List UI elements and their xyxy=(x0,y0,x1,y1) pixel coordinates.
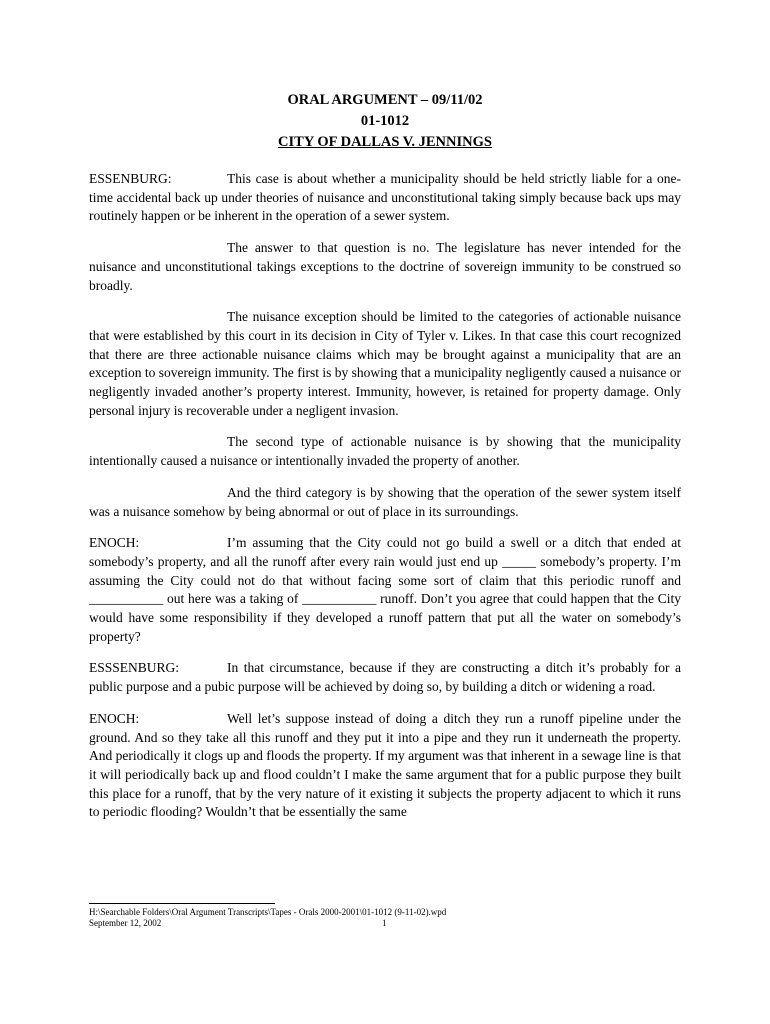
paragraph-esssenburg-1 xyxy=(89,659,681,696)
paragraph-text: And the third category is by showing that the operation of the sewer system itself was a nuisance somehow by being abnormal or out of place in its surroundings. xyxy=(89,484,681,519)
footer-row xyxy=(89,918,681,929)
paragraph-essenburg-5 xyxy=(89,484,681,521)
title-line-2: 01-1012 xyxy=(360,113,410,129)
paragraph-text: In that circumstance, because if they are constructing a ditch it’s probably for a public purpose and a pubic purpose will be achieved by doing so, by building a ditch or widening a road. xyxy=(89,660,681,695)
document-title xyxy=(89,90,681,153)
paragraph-essenburg-1 xyxy=(89,170,681,226)
footer-date: September 12, 2002 xyxy=(89,918,162,928)
paragraph-text: I’m assuming that the City could not go build a swell or a ditch that ended at somebody’s property, and all the runoff after every rain would just end up _____ somebody’s property. I’m assuming the City could not do that without facing some sort of claim that this periodic runoff and ___________ out here was a taking of ___________ runoff. Don’t you agree that could happen that the City would have some responsibility if they developed a runoff pattern that put all the water on somebody’s property? xyxy=(89,535,681,644)
title-line-3: CITY OF DALLAS V. JENNINGS xyxy=(278,134,492,150)
paragraph-text: This case is about whether a municipality should be held strictly liable for a one-time accidental back up under theories of nuisance and unconstitutional taking simply because back ups may routinely happen or be inherent in the operation of a sewer system. xyxy=(89,171,681,224)
footer-file-path: H:\Searchable Folders\Oral Argument Transcripts\Tapes - Orals 2000-2001\01-1012 (9-11-02).wpd xyxy=(89,907,447,917)
speaker-label: ENOCH: xyxy=(89,710,140,726)
paragraph-essenburg-4 xyxy=(89,433,681,470)
paragraph-text: The nuisance exception should be limited to the categories of actionable nuisance that were established by this court in its decision in City of Tyler v. Likes. In that case this court recognized that there are three actionable nuisance claims which may be brought against a municipality that are an exception to sovereign immunity. The first is by showing that a municipality negligently caused a nuisance or negligently invaded another’s property interest. Immunity, however, is retained for property damage. Only personal injury is recoverable under a negligent invasion. xyxy=(89,309,681,418)
page-number: 1 xyxy=(382,918,387,928)
footer-divider xyxy=(89,903,275,904)
paragraph-enoch-1 xyxy=(89,534,681,646)
paragraph-text: The answer to that question is no. The legislature has never intended for the nuisance and unconstitutional takings exceptions to the doctrine of sovereign immunity to be construed so broadly. xyxy=(89,240,681,293)
paragraph-essenburg-2 xyxy=(89,239,681,295)
speaker-label: ESSENBURG: xyxy=(89,171,172,186)
title-line-1: ORAL ARGUMENT – 09/11/02 xyxy=(287,92,483,108)
speaker-label: ESSSENBURG: xyxy=(89,660,180,676)
speaker-label: ENOCH: xyxy=(89,535,140,551)
paragraph-essenburg-3 xyxy=(89,308,681,420)
paragraph-text: The second type of actionable nuisance is by showing that the municipality intentionally caused a nuisance or intentionally invaded the property of another. xyxy=(89,434,681,469)
paragraph-text: Well let’s suppose instead of doing a ditch they run a runoff pipeline under the ground. And so they take all this runoff and they put it into a pipe and they run it underneath the property. And periodically it clogs up and floods the property. If my argument was that inherent in a sewage line is that it will periodically back up and flood couldn’t I make the same argument that for a public purpose they built this place for a runoff, that by the very nature of it existing it subjects the property adjacent to which it runs to periodic flooding? Wouldn’t that be essentially the same xyxy=(89,710,681,820)
transcript-page xyxy=(89,90,681,822)
paragraph-enoch-2 xyxy=(89,710,681,822)
page-footer xyxy=(89,903,681,929)
